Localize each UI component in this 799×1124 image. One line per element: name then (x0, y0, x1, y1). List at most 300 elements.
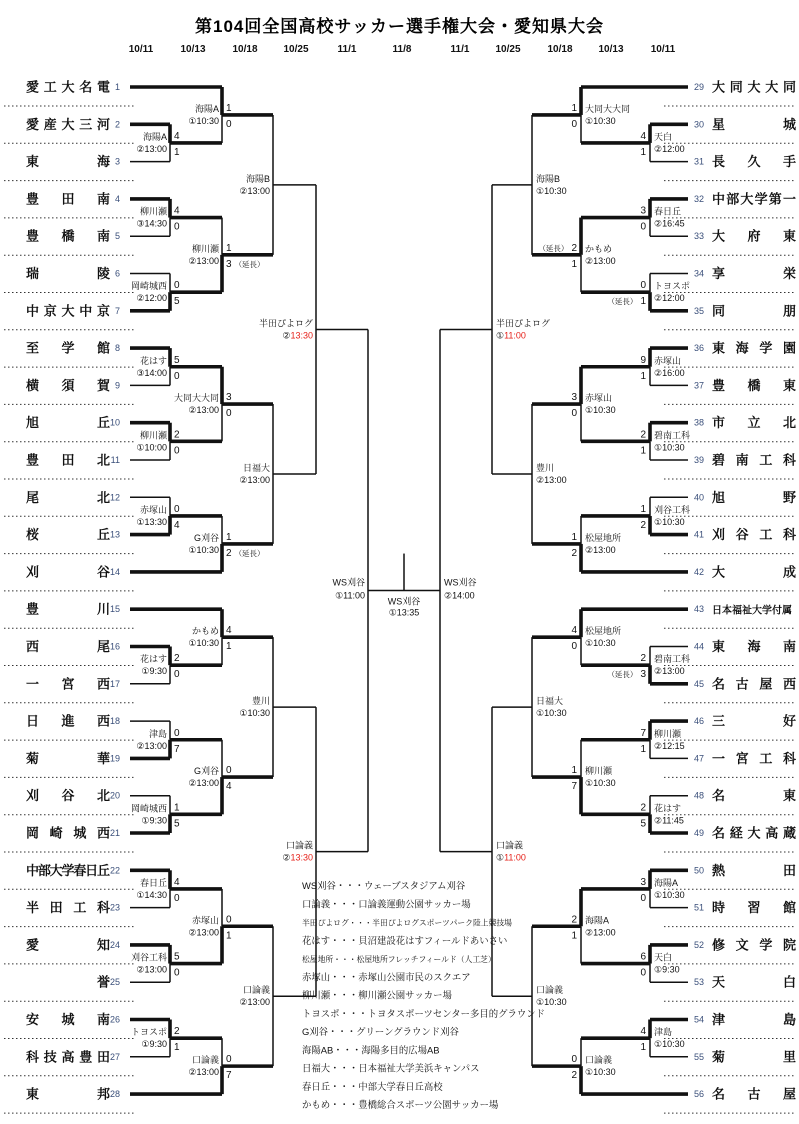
venue-legend-line-10: 日福大・・・日本福祉大学美浜キャンパス (302, 1062, 480, 1074)
seed-number-54: 54 (694, 1014, 705, 1025)
date-label-2: 10/18 (232, 44, 258, 55)
match-venue: 海陽B (245, 173, 270, 184)
venue-legend-line-4: 松屋地所・・・松屋地所フレッチフィールド（人工芝） (302, 955, 496, 964)
team-name-1: 愛工大名電 (26, 79, 110, 95)
match-score: 1 (174, 1042, 180, 1054)
team-name-42: 大成 (712, 564, 796, 580)
match-score: 1 (640, 743, 646, 755)
team-name-14: 刈谷 (26, 564, 110, 580)
match-time: ①10:30 (654, 889, 685, 900)
team-name-29: 大同大大同 (712, 79, 796, 95)
match-score: 0 (640, 892, 646, 904)
date-label-4: 11/1 (337, 44, 357, 55)
venue-legend-line-3: 花はす・・・貝沼建設花はすフィールドあいさい (302, 934, 508, 946)
match-time: ①10:30 (585, 115, 616, 126)
venue-legend-line-7: トヨスポ・・・トヨタスポーツセンター多目的グラウンド (302, 1007, 546, 1019)
match-score: 1 (571, 765, 577, 777)
match-score: 1 (174, 146, 180, 158)
match-score: 5 (174, 818, 180, 830)
match-score: 2 (640, 802, 646, 814)
match-venue: 津島 (654, 1027, 673, 1038)
match-time: ①9:30 (141, 815, 167, 826)
match-time: ①10:30 (536, 708, 567, 719)
match-time: ②13:30 (282, 852, 313, 863)
seed-number-25: 25 (109, 977, 120, 988)
match-time: ②13:00 (188, 1067, 219, 1078)
match-time: ①9:30 (141, 666, 167, 677)
match-score: （延長） 3 (607, 669, 646, 681)
match-venue: 大同大大同 (585, 103, 631, 114)
seed-number-41: 41 (694, 529, 705, 540)
match-score: 2 (174, 1026, 180, 1038)
match-venue: 口論義 (191, 1055, 219, 1066)
team-name-45: 名古屋西 (712, 676, 796, 692)
team-name-53: 天白 (712, 974, 796, 990)
venue-legend-line-0: WS刈谷・・・ウェーブスタジアム刈谷 (302, 880, 466, 891)
venue-legend-line-12: かもめ・・・豊橋総合スポーツ公園サッカー場 (302, 1099, 499, 1110)
seed-number-49: 49 (694, 828, 705, 838)
seed-number-16: 16 (109, 641, 120, 652)
seed-number-47: 47 (694, 753, 705, 764)
match-time: ①10:30 (188, 638, 219, 649)
match-score: 0 (174, 727, 180, 739)
match-score: 2 (640, 653, 646, 665)
seed-number-8: 8 (114, 343, 120, 354)
match-time: ①10:30 (239, 708, 270, 719)
seed-number-46: 46 (694, 716, 705, 727)
match-time: ①10:30 (585, 778, 616, 789)
match-time: ①10:30 (654, 442, 685, 453)
match-time: ②13:30 (282, 330, 313, 341)
match-time: ③14:00 (136, 367, 167, 378)
match-score: 2 (640, 429, 646, 441)
final-venue: WS刈谷 (387, 596, 421, 607)
seed-number-42: 42 (694, 566, 705, 577)
match-score: 2 （延長） (226, 547, 265, 559)
match-venue: 春日丘 (654, 206, 682, 217)
seed-number-27: 27 (109, 1051, 120, 1062)
match-venue: 海陽A (142, 131, 167, 142)
seed-number-1: 1 (114, 82, 120, 92)
venue-legend-line-9: 海陽AB・・・海陽多目的広場AB (302, 1044, 440, 1056)
match-venue: かもめ (191, 626, 219, 637)
match-venue: 豊川 (251, 696, 270, 707)
team-name-55: 菊里 (712, 1049, 796, 1065)
match-score: 0 (226, 118, 232, 130)
match-venue: 口論義 (242, 985, 270, 996)
match-score: 5 (174, 951, 180, 963)
seed-number-18: 18 (109, 716, 120, 727)
match-venue: 松屋地所 (585, 532, 622, 543)
match-time: ②13:00 (239, 474, 270, 485)
match-time: ①11:00 (496, 852, 526, 863)
match-time: ①9:30 (654, 964, 680, 975)
match-score: 4 (174, 130, 180, 142)
match-score: 2 (571, 1070, 577, 1082)
team-name-8: 至学館 (26, 340, 110, 356)
match-score: 0 (226, 765, 232, 777)
match-time: ②16:00 (654, 367, 685, 378)
match-time: ①10:30 (536, 185, 567, 196)
match-venue: 口論義 (585, 1055, 613, 1066)
team-name-18: 日進西 (26, 713, 110, 729)
match-time: ②13:00 (188, 405, 219, 416)
semifinal-right-venue: WS刈谷 (444, 577, 477, 588)
team-name-37: 豊橋東 (712, 377, 796, 393)
match-time: ②13:00 (585, 544, 616, 555)
team-name-27: 科技高豊田 (26, 1049, 110, 1065)
venue-legend-line-11: 春日丘・・・中部大学春日丘高校 (302, 1080, 443, 1092)
match-score: 0 (174, 370, 180, 382)
final-time: ①13:35 (388, 607, 420, 618)
team-name-17: 一宮西 (26, 676, 110, 692)
match-time: ②12:15 (654, 740, 685, 751)
seed-number-5: 5 (114, 231, 120, 242)
match-score: 1 (571, 102, 577, 114)
team-name-16: 西尾 (26, 639, 110, 654)
match-score: 2 (640, 519, 646, 531)
team-name-22: 中部大学春日丘 (26, 862, 110, 878)
seed-number-51: 51 (694, 902, 705, 913)
semifinal-left-venue: WS刈谷 (332, 577, 365, 588)
team-name-11: 豊田北 (26, 452, 110, 468)
seed-number-38: 38 (694, 417, 705, 428)
match-venue: 口論義 (496, 840, 524, 851)
match-time: ①9:30 (141, 1039, 167, 1050)
seed-number-39: 39 (694, 455, 705, 465)
match-score: 1 (571, 531, 577, 543)
team-name-56: 名古屋 (712, 1086, 796, 1102)
seed-number-44: 44 (694, 641, 705, 652)
match-time: ②13:00 (585, 927, 616, 938)
seed-number-11: 11 (110, 455, 120, 465)
match-score: 1 (174, 802, 180, 814)
match-score: 4 (174, 876, 180, 888)
match-score: 4 (226, 625, 232, 637)
match-venue: 日福大 (242, 462, 270, 473)
match-time: ①10:30 (188, 115, 219, 126)
seed-number-50: 50 (694, 865, 705, 876)
match-time: ②13:00 (136, 964, 167, 975)
seed-number-36: 36 (694, 343, 705, 354)
match-venue: 日福大 (536, 696, 564, 707)
match-score: 7 (226, 1070, 232, 1082)
team-name-21: 岡崎城西 (26, 825, 110, 841)
match-score: 4 (640, 130, 646, 142)
match-score: 9 (640, 354, 646, 366)
team-name-28: 東邦 (26, 1086, 110, 1102)
match-time: ②12:00 (136, 293, 167, 304)
semifinal-right-time: ②14:00 (444, 590, 475, 601)
match-venue: 刈谷工科 (654, 504, 691, 515)
team-name-44: 東海南 (712, 639, 796, 654)
date-label-7: 10/25 (495, 44, 521, 55)
match-score: 3 (640, 876, 646, 888)
match-score: 0 (571, 118, 577, 130)
match-score: 2 (174, 653, 180, 665)
team-name-35: 同朋 (712, 303, 796, 319)
team-name-46: 三好 (712, 713, 796, 729)
seed-number-34: 34 (694, 268, 705, 279)
seed-number-37: 37 (694, 380, 705, 391)
seed-number-56: 56 (694, 1089, 705, 1100)
seed-number-14: 14 (109, 566, 120, 577)
venue-legend-line-5: 赤塚山・・・赤塚山公園市民のスクエア (302, 971, 471, 983)
match-time: ②13:00 (188, 927, 219, 938)
team-name-30: 星城 (712, 116, 796, 132)
team-name-3: 東海 (26, 154, 110, 170)
match-score: 2 (174, 429, 180, 441)
match-venue: 海陽B (536, 173, 561, 184)
match-score: 1 (226, 242, 232, 254)
team-name-19: 菊華 (26, 750, 110, 766)
match-venue: 赤塚山 (585, 393, 613, 404)
match-score: 0 (174, 445, 180, 457)
match-score: 4 (174, 519, 180, 531)
match-score: 1 (571, 258, 577, 270)
team-name-34: 享栄 (712, 266, 796, 281)
seed-number-12: 12 (109, 492, 120, 503)
match-time: ②16:45 (654, 218, 685, 229)
team-name-24: 愛知 (26, 937, 110, 953)
match-score: 4 (640, 1026, 646, 1038)
match-score: 0 (640, 221, 646, 233)
seed-number-24: 24 (109, 939, 120, 950)
seed-number-9: 9 (114, 380, 120, 391)
match-venue: トヨスポ (130, 1027, 167, 1038)
match-venue: 天白 (654, 952, 673, 963)
match-time: ②11:45 (654, 815, 684, 826)
seed-number-48: 48 (694, 790, 705, 801)
team-name-7: 中京大中京 (26, 303, 110, 319)
venue-legend-line-8: G刈谷・・・グリーングラウンド刈谷 (302, 1026, 459, 1037)
match-venue: 柳川瀬 (585, 766, 613, 777)
seed-number-43: 43 (694, 604, 705, 615)
team-name-54: 津島 (712, 1012, 796, 1027)
team-name-6: 瑞陵 (26, 266, 110, 281)
match-score: 0 (174, 503, 180, 515)
match-score: 4 (226, 781, 232, 793)
seed-number-33: 33 (694, 231, 705, 242)
match-score: 3 (226, 392, 232, 404)
date-label-3: 10/25 (283, 44, 309, 55)
seed-number-10: 10 (109, 417, 120, 428)
match-time: ②12:00 (654, 293, 685, 304)
match-venue: 豊川 (536, 462, 555, 473)
match-time: ②13:00 (536, 474, 567, 485)
match-time: ①10:30 (585, 405, 616, 416)
match-time: ①14:30 (136, 889, 167, 900)
match-time: ②13:00 (136, 143, 167, 154)
seed-number-32: 32 (694, 193, 705, 204)
match-score: 3 （延長） (226, 258, 265, 270)
date-label-1: 10/13 (180, 44, 206, 55)
match-score: 1 (571, 930, 577, 942)
match-score: 2 (571, 914, 577, 926)
match-venue: 刈谷工科 (130, 952, 167, 963)
page-title: 第104回全国高校サッカー選手権大会・愛知県大会 (194, 17, 605, 36)
seed-number-22: 22 (109, 865, 120, 876)
match-venue: 柳川瀬 (654, 728, 682, 739)
match-venue: トヨスポ (654, 281, 691, 292)
match-venue: 花はす (654, 803, 682, 814)
date-label-10: 10/11 (650, 44, 676, 55)
match-venue: 赤塚山 (191, 915, 219, 926)
team-name-36: 東海学園 (712, 340, 796, 356)
team-name-51: 時習館 (712, 900, 796, 916)
match-time: ①10:30 (536, 997, 567, 1008)
team-name-50: 熱田 (712, 862, 796, 878)
match-venue: 花はす (139, 654, 167, 665)
match-venue: G刈谷 (193, 532, 219, 543)
match-score: 0 (226, 914, 232, 926)
match-score: 0 (174, 669, 180, 681)
team-name-39: 碧南工科 (712, 452, 796, 468)
team-name-52: 修文学院 (712, 937, 796, 953)
team-name-43: 日本福祉大学付属 (712, 605, 792, 617)
match-venue: 花はす (139, 355, 167, 366)
match-score: 5 (174, 296, 180, 308)
match-score: （延長） 2 (538, 242, 577, 254)
match-score: 0 (174, 221, 180, 233)
match-venue: 津島 (148, 728, 167, 739)
match-score: （延長） 1 (607, 296, 646, 308)
match-venue: 大同大大同 (173, 393, 219, 404)
match-venue: 岡崎城西 (130, 281, 167, 292)
team-name-15: 豊川 (26, 601, 110, 617)
seed-number-52: 52 (694, 939, 705, 950)
match-venue: 岡崎城西 (130, 803, 167, 814)
team-name-38: 市立北 (712, 415, 796, 431)
match-score: 6 (640, 951, 646, 963)
team-name-20: 刈谷北 (26, 788, 110, 804)
seed-number-26: 26 (109, 1014, 120, 1025)
match-score: 0 (640, 280, 646, 292)
match-time: ②13:00 (585, 255, 616, 266)
match-venue: 春日丘 (139, 877, 167, 888)
seed-number-2: 2 (114, 119, 120, 130)
seed-number-19: 19 (109, 753, 120, 764)
match-time: ②13:00 (239, 185, 270, 196)
team-name-41: 刈谷工科 (712, 527, 796, 543)
seed-number-53: 53 (694, 977, 705, 988)
match-time: ①10:30 (188, 544, 219, 555)
match-venue: 海陽A (585, 915, 610, 926)
match-time: ①10:30 (585, 1067, 616, 1078)
seed-number-7: 7 (114, 305, 120, 316)
match-venue: かもめ (585, 243, 613, 254)
match-venue: 半田ぴよログ (258, 318, 313, 329)
match-venue: 海陽A (194, 103, 219, 114)
match-score: 1 (640, 1042, 646, 1054)
team-name-4: 豊田南 (26, 191, 110, 207)
seed-number-35: 35 (694, 305, 705, 316)
team-name-23: 半田工科 (26, 900, 110, 916)
match-venue: 柳川瀬 (139, 206, 167, 217)
match-time: ②13:00 (188, 255, 219, 266)
match-venue: 碧南工科 (654, 654, 691, 665)
seed-number-15: 15 (109, 604, 120, 615)
match-score: 3 (571, 392, 577, 404)
semifinal-left-time: ①11:00 (335, 590, 365, 601)
team-name-5: 豊橋南 (26, 228, 110, 244)
team-name-33: 大府東 (712, 228, 796, 244)
match-venue: 天白 (654, 131, 673, 142)
match-score: 1 (226, 531, 232, 543)
match-score: 0 (571, 641, 577, 653)
team-name-12: 尾北 (26, 489, 110, 505)
match-score: 7 (174, 743, 180, 755)
match-score: 5 (640, 818, 646, 830)
seed-number-45: 45 (694, 678, 705, 689)
seed-number-13: 13 (109, 529, 120, 540)
match-venue: 柳川瀬 (191, 243, 219, 254)
seed-number-29: 29 (694, 82, 705, 92)
match-time: ①10:30 (654, 516, 685, 527)
team-name-10: 旭丘 (26, 415, 110, 431)
team-name-31: 長久手 (712, 154, 796, 170)
team-name-2: 愛産大三河 (26, 116, 110, 132)
match-score: 1 (640, 370, 646, 382)
match-score: 0 (174, 967, 180, 979)
match-score: 1 (226, 641, 232, 653)
seed-number-17: 17 (109, 678, 120, 689)
match-venue: G刈谷 (193, 766, 219, 777)
match-score: 1 (226, 102, 232, 114)
match-score: 0 (571, 408, 577, 420)
match-venue: 赤塚山 (654, 355, 682, 366)
date-label-0: 10/11 (128, 44, 154, 55)
seed-number-40: 40 (694, 492, 705, 503)
match-time: ②13:00 (188, 778, 219, 789)
match-score: 3 (640, 205, 646, 217)
match-venue: 柳川瀬 (139, 430, 167, 441)
match-score: 1 (226, 930, 232, 942)
match-venue: 碧南工科 (654, 430, 691, 441)
date-label-6: 11/1 (450, 44, 470, 55)
match-time: ①13:30 (136, 516, 167, 527)
match-score: 2 (571, 547, 577, 559)
match-venue: 赤塚山 (139, 504, 167, 515)
match-venue: 海陽A (654, 877, 679, 888)
venue-legend-line-1: 口論義・・・口論義運動公園サッカー場 (302, 898, 471, 910)
seed-number-21: 21 (109, 828, 120, 838)
seed-number-31: 31 (694, 156, 705, 167)
match-time: ①10:00 (136, 442, 167, 453)
team-name-26: 安城南 (26, 1012, 110, 1027)
match-score: 1 (640, 445, 646, 457)
date-label-5: 11/8 (392, 44, 412, 55)
match-time: ①10:30 (654, 1039, 685, 1050)
venue-legend-line-6: 柳川瀬・・・柳川瀬公園サッカー場 (302, 989, 452, 1001)
seed-number-4: 4 (114, 193, 120, 204)
date-label-8: 10/18 (547, 44, 573, 55)
seed-number-3: 3 (114, 156, 120, 167)
team-name-40: 旭野 (712, 489, 796, 505)
match-score: 0 (226, 1054, 232, 1066)
team-name-32: 中部大学第一 (712, 191, 796, 207)
team-name-25: 誉 (96, 974, 110, 990)
team-name-9: 横須賀 (26, 377, 110, 393)
match-time: ①10:30 (585, 638, 616, 649)
match-time: ②12:00 (654, 143, 685, 154)
match-score: 0 (174, 280, 180, 292)
match-score: 0 (174, 892, 180, 904)
match-venue: 松屋地所 (585, 626, 622, 637)
team-name-48: 名東 (712, 788, 796, 804)
team-name-49: 名経大高蔵 (712, 825, 796, 841)
seed-number-30: 30 (694, 119, 705, 130)
